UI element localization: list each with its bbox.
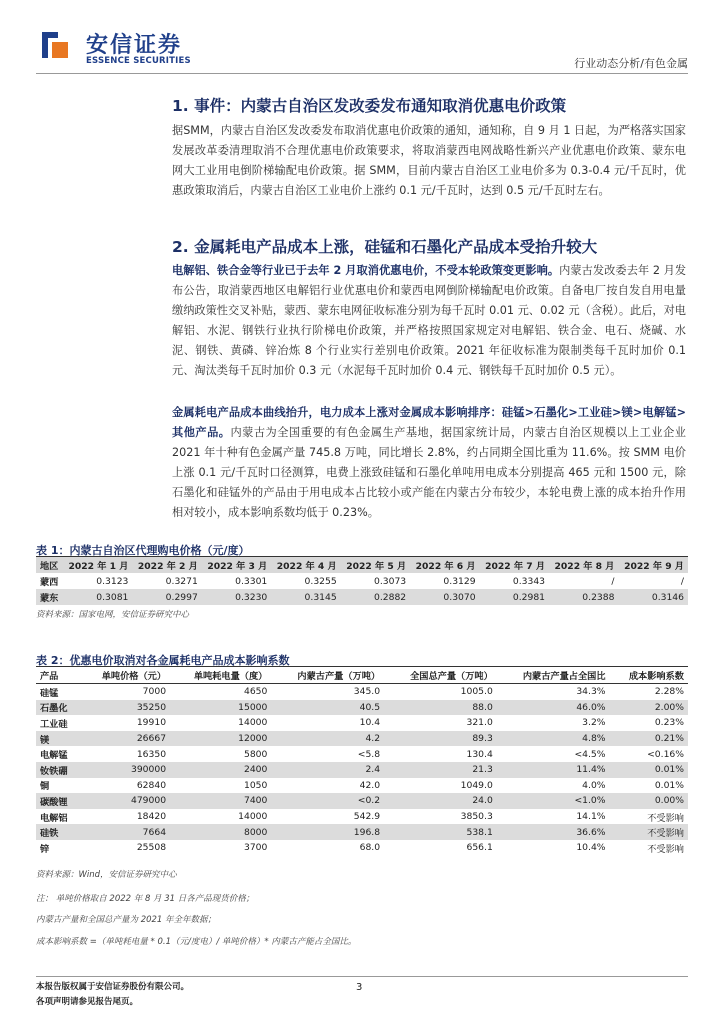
footer-copyright: 本报告版权属于安信证券股份有限公司。 (36, 982, 190, 992)
table-header-cell: 地区 (36, 557, 63, 573)
table-cell: 4650 (243, 686, 268, 698)
table-cell: 542.9 (353, 811, 381, 823)
table-cell: 656.1 (466, 842, 493, 854)
table-cell: 4.2 (271, 731, 384, 747)
table-cell: 电解锰 (40, 750, 68, 762)
table-cell: 7400 (170, 793, 271, 809)
table-row (36, 715, 688, 731)
table-cell: 5800 (243, 748, 268, 760)
section2-p2-lead: 金属耗电产品成本曲线抬升，电力成本上涨对金属成本影响排序：硅锰>石墨化>工业硅>镁>电解锰>其他产品。 (172, 406, 686, 439)
table-cell: 35250 (80, 700, 170, 716)
table-row (36, 684, 688, 700)
table-header-cell: 2022 年 5 月 (341, 557, 410, 573)
footer-divider (36, 976, 688, 977)
table-cell: 1049.0 (460, 779, 493, 791)
table-cell: 0.3271 (165, 575, 198, 587)
table1-source: 资料来源：国家电网，安信证券研究中心 (36, 610, 190, 620)
table-header-cell: 2022 年 1 月 (63, 557, 132, 573)
table-cell: 14.1% (576, 811, 606, 823)
table2-header-row (36, 667, 688, 684)
table-cell: 0.3145 (271, 589, 340, 605)
table-cell: 4.8% (497, 731, 610, 747)
table-cell: 62840 (136, 779, 167, 791)
section2-p1-body: 内蒙古发改委去年 2 月发布公告，取消蒙西地区电解铝行业优惠电价和蒙西电网倒阶梯输配电价政策。自备电厂按自发自用电量缴纳政策性交叉补贴，蒙西、蒙东电网征收标准分别为每千瓦时 0.01 元、0.02 元（含税）。此后，对电解铝、水泥、钢铁行业执行阶梯电价政策，并严格按照国家规定对电解铝、铁合金、电石、烧碱、水泥、钢铁、黄磷、锌冶炼 8 个行业实行差别电价政策。2021 年征收标准为限制类每千瓦时加价 0.1 元、淘汰类每千瓦时加价 0.3 元（水泥每千瓦时加价 0.4 元、钢铁每千瓦时加价 0.5 元）。 (172, 264, 687, 377)
table-row (36, 746, 688, 762)
table1-power-price (36, 557, 688, 605)
table-cell: 2.28% (654, 686, 684, 698)
table-cell: 14000 (238, 811, 268, 823)
table-cell: 21.3 (384, 762, 497, 778)
table-cell: 0.3070 (410, 589, 479, 605)
table-cell: 7664 (80, 824, 170, 840)
logo-chinese-name: 安信证券 (86, 33, 183, 58)
table-cell: 42.0 (359, 779, 381, 791)
table-cell: 蒙东 (36, 589, 63, 605)
table-cell: <4.5% (574, 748, 606, 760)
logo-english-name: ESSENCE SECURITIES (86, 56, 191, 66)
table-cell: 0.3081 (63, 589, 132, 605)
table-header-cell: 单吨耗电量（度） (170, 667, 271, 684)
footer-disclaimer-link: 各项声明请参见报告尾页。 (36, 997, 139, 1007)
table-header-cell: 2022 年 3 月 (202, 557, 271, 573)
table-cell: 不受影响 (610, 824, 688, 840)
table-header-cell: 2022 年 8 月 (549, 557, 618, 573)
table-header-cell: 成本影响系数 (610, 667, 688, 684)
page-number: 3 (356, 982, 363, 993)
table-cell: 蒙西 (40, 577, 59, 588)
section2-title: 2. 金属耗电产品成本上涨，硅锰和石墨化产品成本受抬升较大 (172, 238, 598, 256)
table2-title: 表 2：优惠电价取消对各金属耗电产品成本影响系数 (36, 654, 290, 667)
table-cell: 89.3 (384, 731, 497, 747)
table2-note-3: 成本影响系数 =（单吨耗电量 * 0.1（元/度电）/ 单吨价格）* 内蒙古产能占全国比。 (36, 937, 357, 947)
table-cell: 碳酸锂 (36, 793, 80, 809)
table1-header-row (36, 557, 688, 573)
table-cell: 321.0 (466, 717, 493, 729)
table-cell: 34.3% (576, 686, 606, 698)
table-cell: 硅锰 (40, 687, 59, 699)
logo-mark-icon (40, 30, 70, 60)
table-cell: 0.01% (654, 779, 684, 791)
table-row (36, 840, 688, 856)
table-cell: 88.0 (384, 700, 497, 716)
table-cell: 2.00% (610, 700, 688, 716)
table-cell: 0.23% (654, 717, 684, 729)
table-header-cell: 2022 年 4 月 (271, 557, 340, 573)
table-cell: 16350 (136, 748, 167, 760)
table-cell: 25508 (136, 842, 167, 854)
table-cell: 不受影响 (647, 843, 684, 855)
table-cell: 锌 (40, 843, 50, 855)
table-cell: 0.2388 (549, 589, 618, 605)
table2-note-1: 注： 单吨价格取自 2022 年 8 月 31 日各产品现货价格； (36, 894, 255, 904)
table-cell: 130.4 (466, 748, 493, 760)
table-header-cell: 产品 (36, 667, 80, 684)
table-cell: 铜 (40, 781, 50, 793)
table-cell: 0.3301 (235, 575, 268, 587)
table2-cost-impact (36, 667, 688, 856)
table-header-cell: 2022 年 7 月 (480, 557, 549, 573)
table-cell: 3850.3 (460, 811, 493, 823)
table-cell: 0.2997 (132, 589, 201, 605)
table-cell: 镁 (36, 731, 80, 747)
table-cell: 1050 (243, 779, 268, 791)
table-cell: 0.2981 (480, 589, 549, 605)
table-header-cell: 内蒙古产量占全国比 (497, 667, 610, 684)
section1-body: 据SMM，内蒙古自治区发改委发布取消优惠电价政策的通知，通知称，自 9 月 1 日起，为严格落实国家发展改革委清理取消不合理优惠电价政策要求，将取消蒙西电网战略性新兴产业优惠电价政策、蒙东电网大工业用电倒阶梯输配电价政策。据 SMM，目前内蒙古自治区工业电价多为 0.3-0.4 元/千瓦时，优惠政策取消后，内蒙古自治区工业电价上涨约 0.1 元/千瓦时，达到 0.5 元/千瓦时左右。 (172, 124, 686, 197)
table-cell: 0.3255 (304, 575, 337, 587)
table-header-cell: 2022 年 9 月 (618, 557, 688, 573)
table-header-cell: 2022 年 6 月 (410, 557, 479, 573)
table-cell: 345.0 (353, 686, 381, 698)
table-cell: 不受影响 (647, 812, 684, 824)
table-cell: 8000 (170, 824, 271, 840)
report-category: 行业动态分析/有色金属 (574, 57, 688, 70)
table-cell: 0.3146 (618, 589, 688, 605)
table-cell: 3.2% (582, 717, 606, 729)
section2-p2-body: 内蒙古为全国重要的有色金属生产基地，据国家统计局，内蒙古自治区规模以上工业企业 2021 年十种有色金属产量 745.8 万吨，同比增长 2.8%，约占同期全国比重为 11.6%。按 SMM 电价上涨 0.1 元/千瓦时口径测算，电费上涨致硅锰和石墨化单吨用电成本分别提高 465 元和 1500 元，除石墨化和硅锰外的产品由于用电成本占比较小或产能在内蒙古分布较少，本轮电费上涨的成本抬升作用相对较小，成本影响系数均低于 0.23%。 (172, 426, 686, 519)
table-cell: 36.6% (497, 824, 610, 840)
table-cell: <1.0% (497, 793, 610, 809)
table-cell: / (680, 575, 684, 587)
table-cell: 硅铁 (36, 824, 80, 840)
table-cell: 68.0 (359, 842, 381, 854)
table-row (36, 824, 688, 840)
table-header-cell: 2022 年 2 月 (132, 557, 201, 573)
table-cell: 0.00% (610, 793, 688, 809)
table-cell: 0.21% (610, 731, 688, 747)
table-cell: 钕铁硼 (36, 762, 80, 778)
table-cell: 0.2882 (341, 589, 410, 605)
table-row (36, 778, 688, 794)
table-cell: 12000 (170, 731, 271, 747)
section2-p1-lead: 电解铝、铁合金等行业已于去年 2 月取消优惠电价，不受本轮政策变更影响。 (172, 264, 560, 277)
table-header-cell: 内蒙古产量（万吨） (271, 667, 384, 684)
table-cell: <0.2 (271, 793, 384, 809)
table-cell: 4.0% (582, 779, 606, 791)
table-cell: 工业硅 (40, 718, 68, 730)
header-divider (36, 73, 688, 74)
table-cell: 10.4 (359, 717, 381, 729)
table1-title: 表 1：内蒙古自治区代理购电价格（元/度） (36, 544, 250, 557)
table-cell: 11.4% (497, 762, 610, 778)
table-cell: 电解铝 (40, 812, 68, 824)
table-cell: 0.01% (610, 762, 688, 778)
table-cell: 40.5 (271, 700, 384, 716)
table-cell: 538.1 (384, 824, 497, 840)
table-cell: 0.3343 (512, 575, 546, 587)
table-row (36, 573, 688, 589)
table-cell: 1005.0 (460, 686, 493, 698)
table-cell: 0.3073 (373, 575, 407, 587)
table-row (36, 589, 688, 605)
section2-paragraph-1 (172, 261, 686, 381)
table-cell: 0.3230 (202, 589, 271, 605)
table-header-cell: 单吨价格（元） (80, 667, 170, 684)
table-cell: <5.8 (357, 748, 381, 760)
section1-title: 1. 事件：内蒙古自治区发改委发布通知取消优惠电价政策 (172, 97, 567, 115)
table-cell: / (611, 575, 615, 587)
table-cell: 石墨化 (36, 700, 80, 716)
table-cell: <0.16% (647, 748, 684, 760)
table-cell: 24.0 (384, 793, 497, 809)
table-cell: 0.3123 (96, 575, 129, 587)
table-cell: 479000 (80, 793, 170, 809)
table-cell: 2.4 (271, 762, 384, 778)
table-cell: 19910 (136, 717, 167, 729)
table-row (36, 762, 688, 778)
table-cell: 46.0% (497, 700, 610, 716)
section2-paragraph-2 (172, 403, 686, 523)
table-cell: 14000 (238, 717, 268, 729)
table-row (36, 809, 688, 825)
table-cell: 3700 (243, 842, 268, 854)
table-header-cell: 全国总产量（万吨） (384, 667, 497, 684)
table-cell: 18420 (136, 811, 167, 823)
table-cell: 390000 (80, 762, 170, 778)
table-row (36, 793, 688, 809)
table-cell: 2400 (170, 762, 271, 778)
table-cell: 0.3129 (443, 575, 476, 587)
table2-note-2: 内蒙古产量和全国总产量为 2021 年全年数据； (36, 915, 217, 925)
table2-source: 资料来源：Wind，安信证券研究中心 (36, 870, 177, 880)
table-cell: 10.4% (576, 842, 606, 854)
table-cell: 7000 (142, 686, 167, 698)
table-row (36, 731, 688, 747)
table-cell: 26667 (80, 731, 170, 747)
table-cell: 196.8 (271, 824, 384, 840)
table-cell: 15000 (170, 700, 271, 716)
table-row (36, 700, 688, 716)
